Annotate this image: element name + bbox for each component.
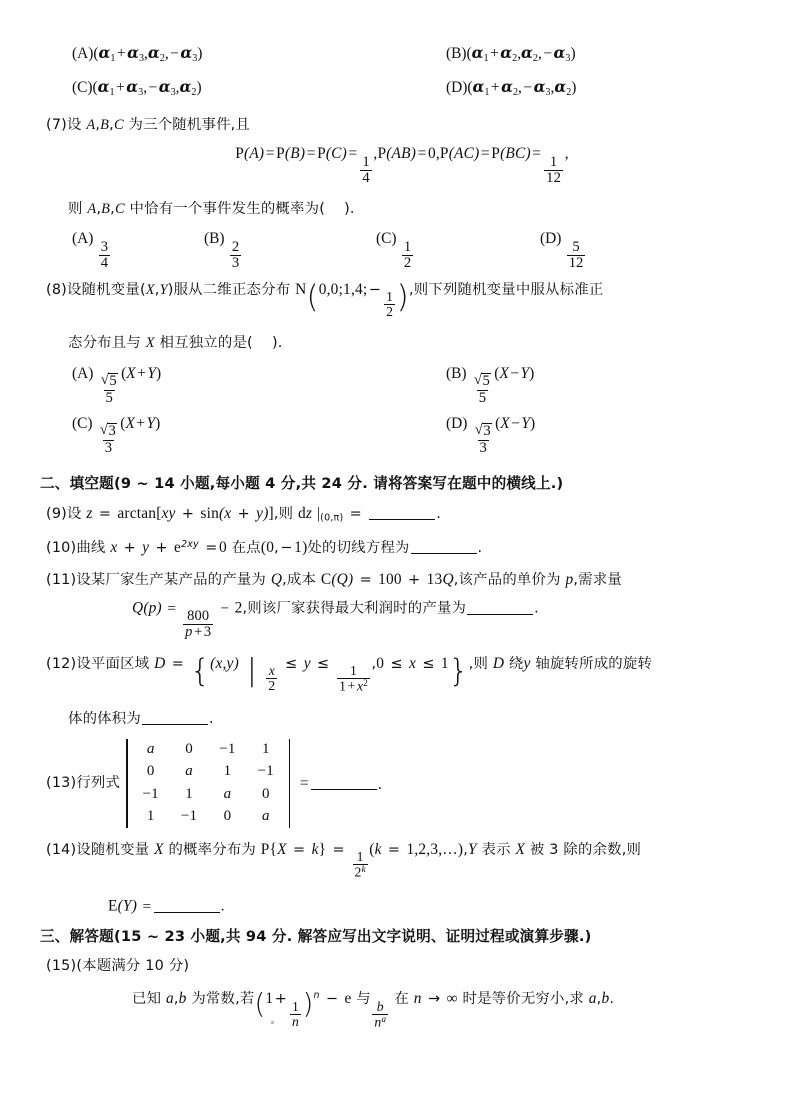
q8-option-c: (C) √ $\frac{3}{3}$ (X+Y) [72,415,160,456]
q13-tail: = . [299,775,383,793]
q8-option-a: (A) √ $\frac{5}{5}$ (X+Y) [72,365,161,406]
q6-option-b: $(B)(\alpha_1+\alpha_2,\alpha_2,-\alpha_3)$ [446,44,576,64]
det-cell: a [261,807,270,824]
q7-number: (7) [46,117,67,133]
q7-option-a: (A) $\frac{3}{4}$ [72,230,109,271]
q12-line2: 体的体积为 . [68,711,214,728]
q8-number: (8) [46,282,67,299]
q8-options-row-cd [46,415,758,455]
q7-stem: (7)设 A,B,C 为三个随机事件,且 [46,117,251,133]
q8-stem-line2: 态分布且与 X 相互独立的是( ). [68,335,283,352]
q15-body: 已知 a,b 为常数,若(1 + $\frac{1}{n}$ )$^n$ − e 与 $\frac{b}{n^a}$ 在 n → ∞ 时是等价无穷小,求 a,b. [132,989,615,1030]
q11-line1: (11)设某厂家生产某产品的产量为 Q,成本 C(Q) = 100 + 13Q,该产品的单价为 p,需求量 [46,570,622,588]
q11-answer-blank[interactable] [467,599,533,614]
q15-points: (本题满分 10 分) [76,958,190,975]
section-2-heading: 二、填空题(9 ~ 14 小题,每小题 4 分,共 24 分. 请将答案写在题中的横线上.) [40,474,564,492]
det-table [132,739,286,828]
q6-options-row-ab [46,44,758,78]
q7-option-d: (D) $\frac{5}{12}$ [540,230,584,271]
det-right-bar [289,739,290,828]
q13-line [46,739,758,828]
det-cell: 0 [261,785,270,802]
q13-number: (13) [46,775,77,792]
q15-number: (15) [46,958,77,975]
q6-option-d: $(D)(\alpha_1+\alpha_2,-\alpha_3,\alpha_2)$ [446,78,577,98]
q9-line: (9)设 z = arctan[xy + sin(x + y)],则 dz $|_{(0,\pi)}$ = . [46,505,441,524]
q7-options-row [46,230,758,270]
det-left-bar [126,739,127,828]
det-cell: 0 [146,763,155,780]
det-cell: −1 [257,763,275,780]
q8-options-row-ab [46,365,758,405]
det-cell: 0 [223,807,232,824]
q7-option-c: (C) $\frac{1}{2}$ [376,230,412,271]
det-cell: 1 [185,785,193,802]
q8-stem-line1: (8)设随机变量(X,Y)服从二维正态分布 N(0,0;1,4; − $\frac{1}{2}$ ),则下列随机变量中服从标准正 [46,279,604,320]
q13-label: 行列式 [76,775,121,792]
table-row [132,739,286,761]
det-cell: 1 [261,741,270,758]
q6-option-c: $(C)(\alpha_1+\alpha_3,-\alpha_3,\alpha_2)$ [72,78,202,98]
det-cell: 0 [185,741,193,758]
q14-line1: (14)设随机变量 X 的概率分布为 P{X = k} = $\frac{1}{2^k}$ (k = 1,2,3,…),Y 表示 X 被 3 除的余数,则 [46,840,642,880]
q8-option-b: (B) √ $\frac{5}{5}$ (X−Y) [446,365,534,406]
page-content [40,44,758,1030]
q14-answer-blank[interactable] [154,897,220,912]
det-cell: a [223,785,232,802]
q13-answer-blank[interactable] [311,775,377,791]
det-cell: a [185,763,193,780]
det-cell: a [146,741,155,758]
q14-number: (14) [46,841,77,858]
q9-number: (9) [46,506,67,523]
det-cell: 1 [146,807,155,824]
q9-answer-blank[interactable] [369,505,435,520]
q14-line2: E(Y) = . [108,898,225,916]
q7-formula: P(A)=P(B)=P(C)= $\frac{1}{4}$ ,P(AB)=0,P(AC)=P(BC)= $\frac{1}{12}$ , [235,145,569,186]
q10-answer-blank[interactable] [411,539,477,554]
q8-option-d: (D) √ $\frac{3}{3}$ (X−Y) [446,415,535,456]
q12-answer-blank[interactable] [142,710,208,725]
q12-line1: (12)设平面区域 D = {(x,y) | $\frac{x}{2}$ ≤ y ≤ $\frac{1}{1 + x^2}$ ,0 ≤ x ≤ 1},则 D 绕y 轴旋转所成的旋转 [46,652,653,694]
q13-determinant [122,739,294,828]
det-cell: 1 [223,763,232,780]
table-row [132,783,286,805]
table-row [132,761,286,783]
q15-header [46,959,758,973]
det-cell: −1 [142,785,159,802]
q7-option-b: (B) $\frac{2}{3}$ [204,230,240,271]
det-cell: −1 [180,807,198,824]
page-artifact-dot [271,1021,274,1024]
q13-label-wrap [46,776,120,790]
q10-line: (10)曲线 $x + y + e^{2xy} =0$ 在点(0, −1)处的切线方程为 . [46,539,483,557]
table-row [132,805,286,827]
q11-line2: Q(p) = $\frac{800}{p + 3}$ − 2,则该厂家获得最大利润时的产量为 . [132,599,539,640]
q12-number: (12) [46,655,77,672]
q11-number: (11) [46,571,77,588]
q6-option-a: $(A)(\alpha_1+\alpha_3,\alpha_2,-\alpha_3)$ [72,44,203,64]
q10-number: (10) [46,540,77,557]
q6-options-row-cd [46,78,758,112]
det-cell: −1 [219,741,236,758]
q7-stem2: 则 A,B,C 中恰有一个事件发生的概率为( ). [68,200,355,217]
section-3-heading: 三、解答题(15 ~ 23 小题,共 94 分. 解答应写出文字说明、证明过程或演算步骤.) [40,928,592,946]
